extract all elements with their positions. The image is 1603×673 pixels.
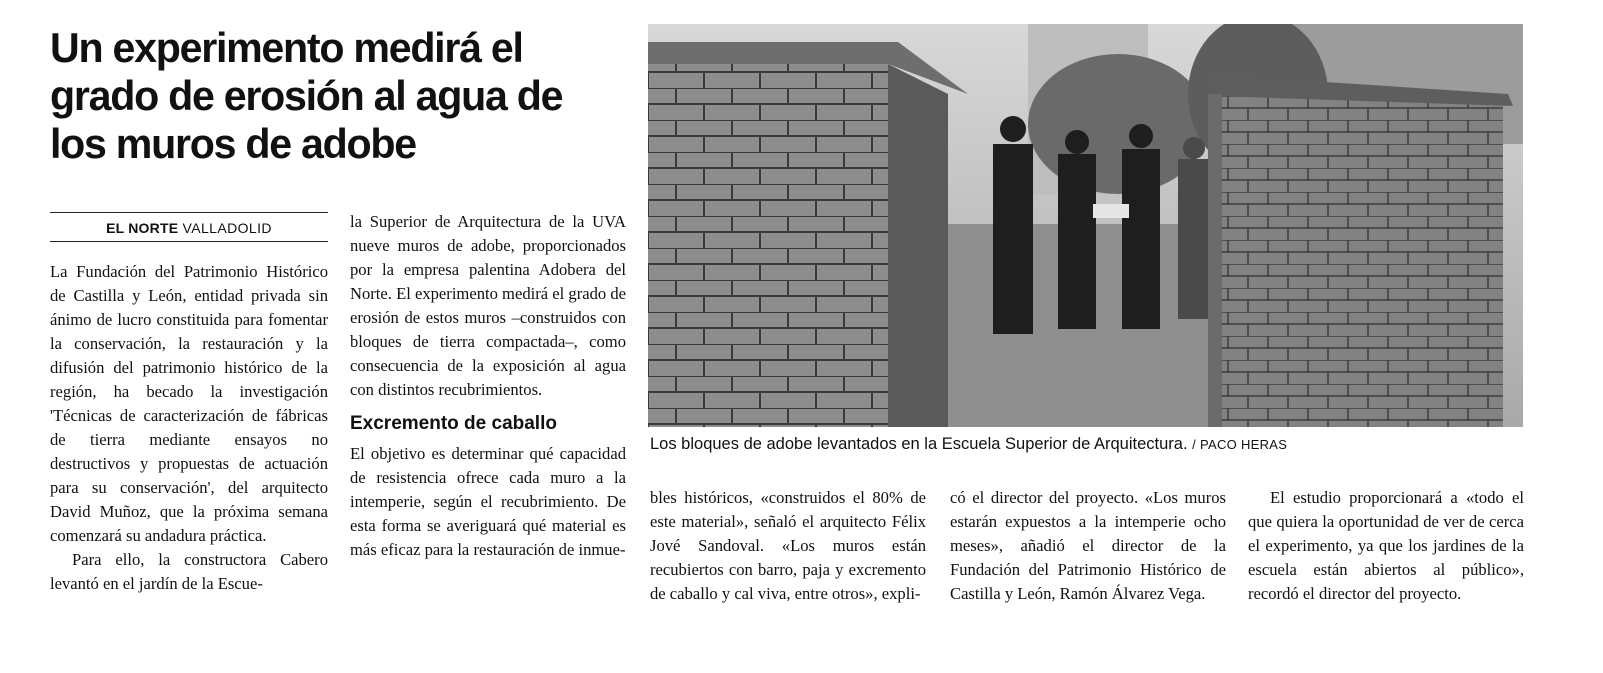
article-column-2 xyxy=(350,210,626,562)
byline-source: EL NORTE xyxy=(106,220,179,236)
byline xyxy=(50,212,328,242)
article-column-5 xyxy=(1248,486,1524,606)
headline: Un experimento medirá el grado de erosión al agua de los muros de adobe xyxy=(50,24,563,167)
article-column-1 xyxy=(50,260,328,596)
paragraph: La Fundación del Patrimonio Histórico de Castilla y León, entidad privada sin ánimo de lucro constituida para fomentar la conservación, la restauración y la difusión del patrimonio histórico de la región, ha becado la investigación 'Técnicas de caracterización de fábricas de tierra mediante ensayos no destructivos y propuestas de actuación para su conservación', del arquitecto David Muñoz, que la próxima semana comenzará su andadura práctica. xyxy=(50,262,328,545)
paragraph: la Superior de Arquitectura de la UVA nueve muros de adobe, proporcionados por la empresa palentina Adobera del Norte. El experimento medirá el grado de erosión de estos muros –construidos con bloques de tierra compactada–, como consecuencia de la exposición al agua con distintos recubrimientos. xyxy=(350,212,626,399)
caption-text: Los bloques de adobe levantados en la Escuela Superior de Arquitectura. xyxy=(650,435,1188,453)
paragraph: bles históricos, «construidos el 80% de este material», señaló el arquitecto Félix Jové Sandoval. «Los muros están recubiertos con barro, paja y excremento de caballo y cal viva, entre otros», expli- xyxy=(650,488,926,603)
news-photo xyxy=(648,24,1523,427)
paragraph: Para ello, la constructora Cabero levantó en el jardín de la Escue- xyxy=(50,550,328,593)
paragraph: El objetivo es determinar qué capacidad de resistencia ofrece cada muro a la intemperie, según el recubrimiento. De esta forma se averiguará qué material es más eficaz para la restauración de inmue- xyxy=(350,444,626,559)
article-column-3 xyxy=(650,486,926,606)
paragraph: El estudio proporcionará a «todo el que quiera la oportunidad de ver de cerca el experimento, ya que los jardines de la escuela están abiertos al público», recordó el director del proyecto. xyxy=(1248,488,1524,603)
paragraph: có el director del proyecto. «Los muros estarán expuestos a la intemperie ocho meses», añadió el director de la Fundación del Patrimonio Histórico de Castilla y León, Ramón Álvarez Vega. xyxy=(950,488,1226,603)
photo-caption xyxy=(650,432,1530,457)
byline-location: VALLADOLID xyxy=(182,220,272,236)
adobe-walls-photo-icon xyxy=(648,24,1523,427)
photo-credit: / PACO HERAS xyxy=(1192,437,1288,452)
article-column-4 xyxy=(950,486,1226,606)
subheading: Excremento de caballo xyxy=(350,413,557,434)
